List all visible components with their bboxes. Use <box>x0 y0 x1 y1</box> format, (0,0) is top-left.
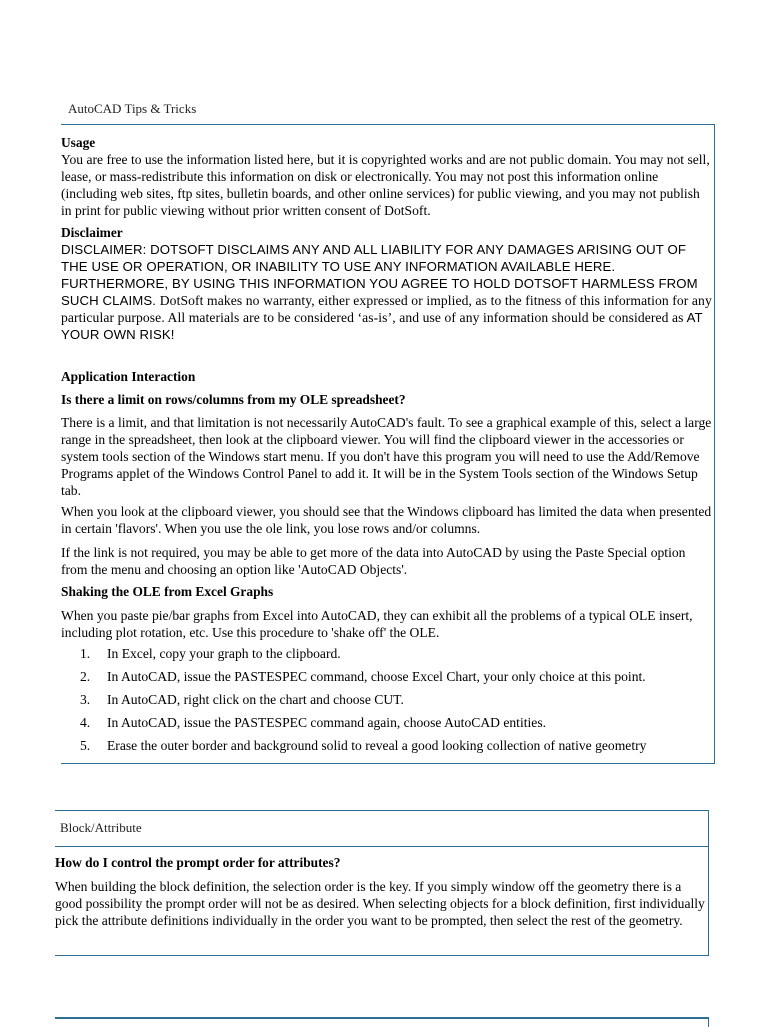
ole-paragraph-1: There is a limit, and that limitation is not necessarily AutoCAD's fault. To see a graphical example of this, select a large range in the spreadsheet, then look at the clipboard viewer. You will find the clipboard viewer in the accessories or system tools section of the Windows start menu. If you don't have this program you will need to use the Add/Remove Programs applet of the Windows Control Panel to add it. It will be in the System Tools section of the Windows Setup tab. <box>61 415 712 498</box>
step-text: In AutoCAD, issue the PASTESPEC command, choose Excel Chart, your only choice at this point. <box>107 669 646 684</box>
page-header-title: AutoCAD Tips & Tricks <box>68 101 197 116</box>
ole-question-heading: Is there a limit on rows/columns from my OLE spreadsheet? <box>61 392 406 407</box>
disclaimer-text <box>61 241 715 343</box>
step-number: 4. <box>80 715 91 730</box>
list-item <box>80 714 720 737</box>
ole-paragraph-3: If the link is not required, you may be able to get more of the data into AutoCAD by using the Paste Special option from the menu and choosing an option like 'AutoCAD Objects'. <box>61 545 686 577</box>
step-number: 1. <box>80 646 91 661</box>
usage-heading: Usage <box>61 135 96 150</box>
step-text: In Excel, copy your graph to the clipboard. <box>107 646 341 661</box>
prompt-order-text: When building the block definition, the selection order is the key. If you simply window off the geometry there is a good possibility the prompt order will not be as desired. When selecting objects for a block definition, first individually pick the attribute definitions individually in the order you want to be prompted, then select the rest of the geometry. <box>55 879 705 928</box>
excel-graphs-heading: Shaking the OLE from Excel Graphs <box>61 584 274 599</box>
list-item <box>80 668 720 691</box>
block-attribute-title: Block/Attribute <box>60 820 142 835</box>
disclaimer-heading: Disclaimer <box>61 225 123 240</box>
steps-list <box>80 645 720 760</box>
step-text: Erase the outer border and background solid to reveal a good looking collection of native geometry <box>107 738 647 753</box>
step-number: 2. <box>80 669 91 684</box>
step-number: 3. <box>80 692 91 707</box>
application-heading: Application Interaction <box>61 369 196 384</box>
list-item <box>80 737 720 760</box>
excel-graphs-paragraph: When you paste pie/bar graphs from Excel into AutoCAD, they can exhibit all the problems of a typical OLE insert, including plot rotation, etc. Use this procedure to 'shake off' the OLE. <box>61 608 693 640</box>
list-item <box>80 645 720 668</box>
disclaimer-caps-text: DISCLAIMER: DOTSOFT DISCLAIMS ANY AND ALL LIABILITY FOR ANY DAMAGES ARISING OUT OF THE USE OR OPERATION, OR INABILITY TO USE ANY INFORMATION AVAILABLE HERE. FURTHERMORE, BY USING THIS INFORMATION YOU AGREE TO HOLD DOTSOFT HARMLESS FROM SUCH CLAIMS. <box>61 242 698 308</box>
step-text: In AutoCAD, issue the PASTESPEC command again, choose AutoCAD entities. <box>107 715 547 730</box>
disclaimer-warranty-text: DotSoft makes no warranty, either expressed or implied, as to the fitness of this information for any particular purpose. All materials are to be considered ‘as-is’, and use of any information should be considered as <box>61 293 712 325</box>
usage-text: You are free to use the information listed here, but it is copyrighted works and are not public domain. You may not sell, lease, or mass-redistribute this information on disk or electronically. You may not post this information online (including web sites, ftp sites, bulletin boards, and other online services) for public viewing, and you may not publish in print for public viewing without prior written consent of DotSoft. <box>61 152 710 218</box>
disclaimer-risk-text: AT YOUR OWN RISK! <box>61 310 703 342</box>
step-text: In AutoCAD, right click on the chart and choose CUT. <box>107 692 404 707</box>
prompt-order-question: How do I control the prompt order for attributes? <box>55 855 341 870</box>
step-number: 5. <box>80 738 91 753</box>
list-item <box>80 691 720 714</box>
ole-paragraph-2: When you look at the clipboard viewer, you should see that the Windows clipboard has limited the data when presented in certain 'flavors'. When you use the ole link, you lose rows and/or columns. <box>61 504 712 536</box>
block-attribute-divider <box>55 846 709 847</box>
next-section-box <box>55 1017 709 1027</box>
